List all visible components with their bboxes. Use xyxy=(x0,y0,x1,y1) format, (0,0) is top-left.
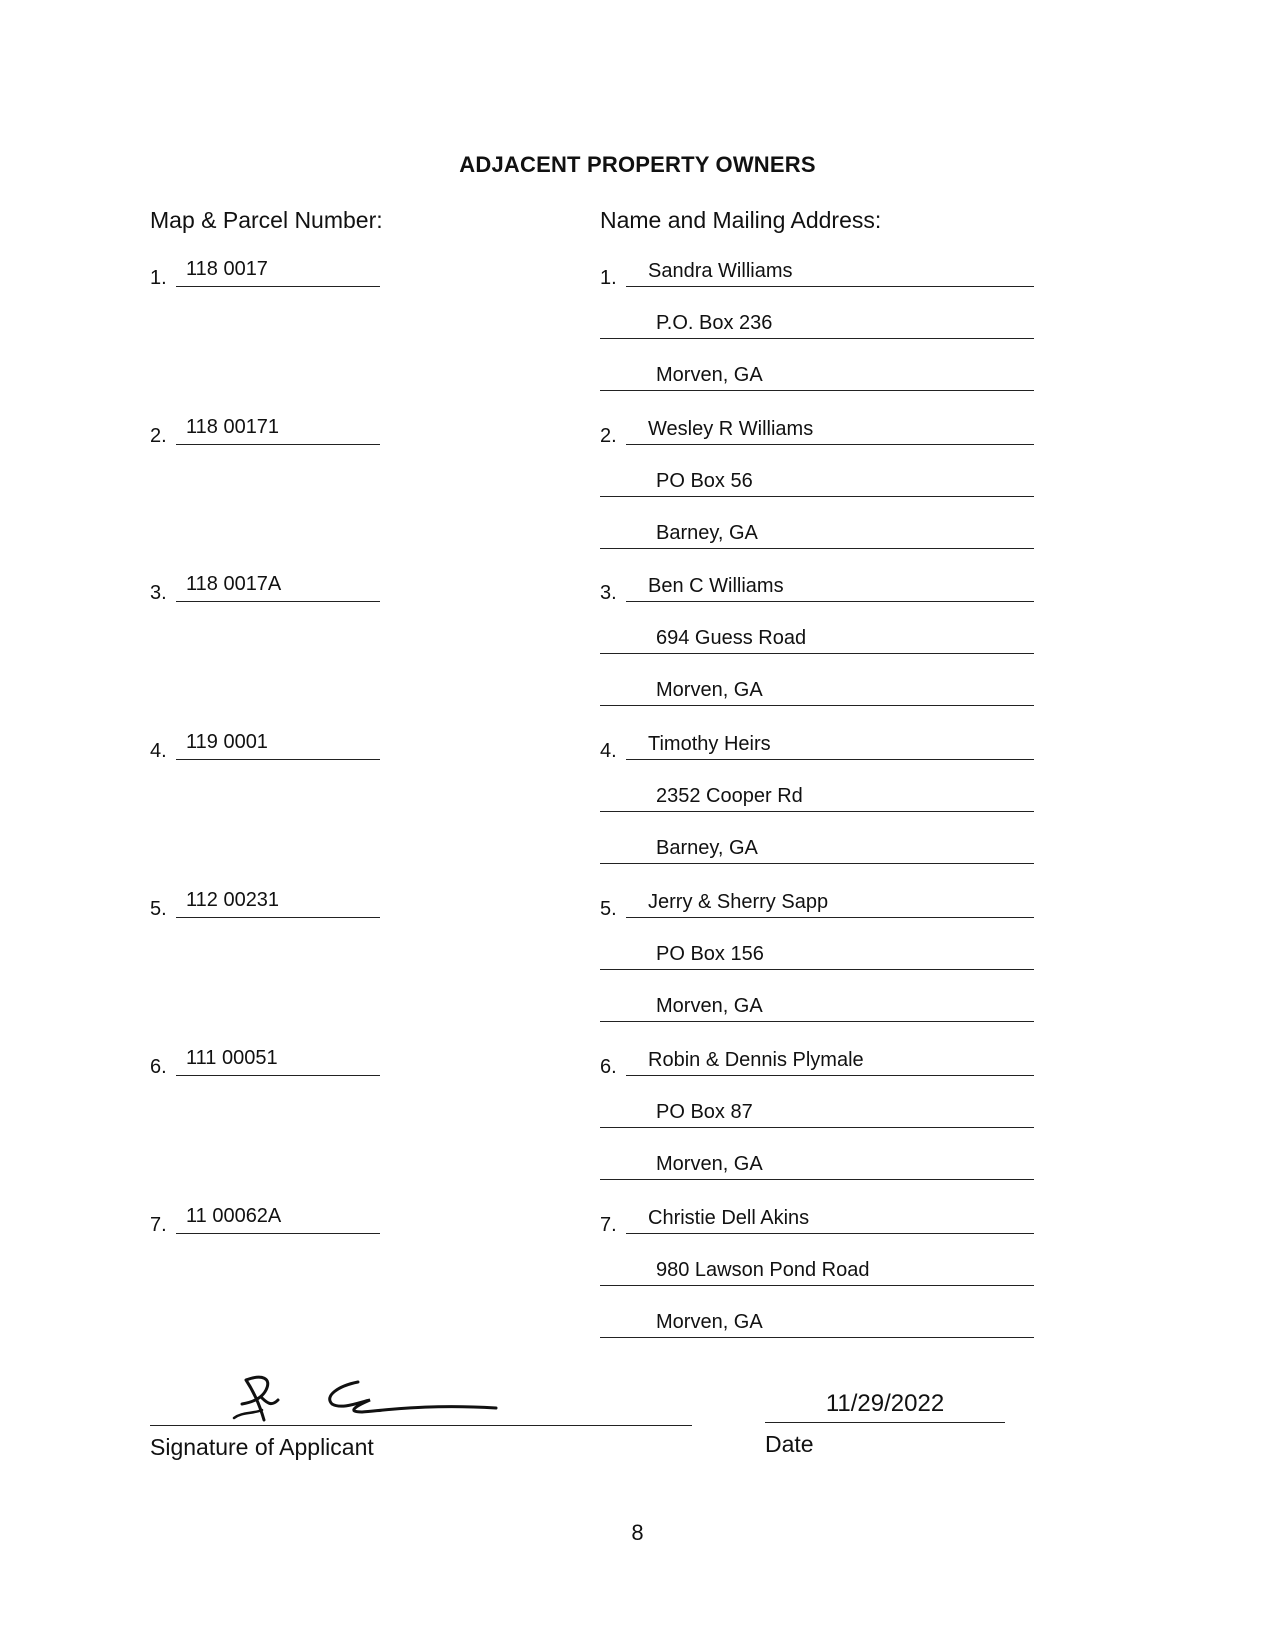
parcel-number-label: 7. xyxy=(150,1214,167,1236)
address-line-2: Barney, GA xyxy=(656,837,758,859)
address-line-1-field xyxy=(600,1097,1034,1128)
date-field: 11/29/2022 xyxy=(765,1390,1005,1423)
parcel-number-label: 2. xyxy=(150,425,167,447)
owner-name-field xyxy=(626,571,1034,602)
owner-name-field xyxy=(626,1045,1034,1076)
owner-name: Sandra Williams xyxy=(648,260,793,282)
address-line-2: Morven, GA xyxy=(656,679,763,701)
parcel-number-label: 6. xyxy=(150,1056,167,1078)
address-line-2-field xyxy=(600,518,1034,549)
address-line-2-field xyxy=(600,833,1034,864)
owner-number-label: 7. xyxy=(600,1214,617,1236)
date-caption: Date xyxy=(765,1431,814,1457)
owner-name-field xyxy=(626,729,1034,760)
owner-column-header: Name and Mailing Address: xyxy=(600,207,882,233)
owner-name: Christie Dell Akins xyxy=(648,1207,810,1229)
address-line-2: Morven, GA xyxy=(656,1153,763,1175)
owner-number-label: 3. xyxy=(600,582,617,604)
address-line-2: Morven, GA xyxy=(656,1311,763,1333)
address-line-1-field xyxy=(600,466,1034,497)
owner-name-field xyxy=(626,256,1034,287)
parcel-field xyxy=(176,571,380,602)
parcel-value: 119 0001 xyxy=(186,731,268,753)
owner-number-label: 1. xyxy=(600,267,617,289)
address-line-2-field xyxy=(600,1307,1034,1338)
owner-name-field xyxy=(626,414,1034,445)
parcel-value: 118 0017A xyxy=(186,573,282,595)
address-line-1-field xyxy=(600,308,1034,339)
parcel-column-header: Map & Parcel Number: xyxy=(150,207,383,233)
address-line-2-field xyxy=(600,991,1034,1022)
address-line-1: PO Box 87 xyxy=(656,1101,753,1123)
address-line-1: 694 Guess Road xyxy=(656,627,807,649)
address-line-1: 2352 Cooper Rd xyxy=(656,785,803,807)
owner-name: Robin & Dennis Plymale xyxy=(648,1049,864,1071)
address-line-1-field xyxy=(600,781,1034,812)
parcel-value: 111 00051 xyxy=(186,1047,278,1069)
signature-line xyxy=(150,1425,692,1426)
parcel-number-label: 4. xyxy=(150,740,167,762)
address-line-1-field xyxy=(600,1255,1034,1286)
address-line-1: 980 Lawson Pond Road xyxy=(656,1259,870,1281)
parcel-field xyxy=(176,1203,380,1234)
parcel-field xyxy=(176,887,380,918)
address-line-2: Morven, GA xyxy=(656,364,763,386)
address-line-2: Morven, GA xyxy=(656,995,763,1017)
owner-name: Jerry & Sherry Sapp xyxy=(648,891,829,913)
parcel-number-label: 1. xyxy=(150,267,167,289)
parcel-field xyxy=(176,729,380,760)
owner-name: Timothy Heirs xyxy=(648,733,771,755)
owner-number-label: 5. xyxy=(600,898,617,920)
owner-name-field xyxy=(626,887,1034,918)
address-line-2: Barney, GA xyxy=(656,522,758,544)
owner-number-label: 4. xyxy=(600,740,617,762)
page-number: 8 xyxy=(631,1520,644,1545)
address-line-1: PO Box 56 xyxy=(656,470,753,492)
parcel-number-label: 5. xyxy=(150,898,167,920)
parcel-value: 11 00062A xyxy=(186,1205,282,1227)
address-line-1: P.O. Box 236 xyxy=(656,312,773,334)
address-line-2-field xyxy=(600,360,1034,391)
parcel-value: 118 0017 xyxy=(186,258,268,280)
signature-caption: Signature of Applicant xyxy=(150,1434,374,1460)
page-title: ADJACENT PROPERTY OWNERS xyxy=(459,152,816,177)
parcel-field xyxy=(176,414,380,445)
owner-name: Wesley R Williams xyxy=(648,418,814,440)
owner-name: Ben C Williams xyxy=(648,575,784,597)
address-line-1: PO Box 156 xyxy=(656,943,764,965)
parcel-field xyxy=(176,1045,380,1076)
address-line-2-field xyxy=(600,1149,1034,1180)
parcel-field xyxy=(176,256,380,287)
address-line-2-field xyxy=(600,675,1034,706)
address-line-1-field xyxy=(600,939,1034,970)
address-line-1-field xyxy=(600,623,1034,654)
owner-name-field xyxy=(626,1203,1034,1234)
owner-number-label: 6. xyxy=(600,1056,617,1078)
parcel-number-label: 3. xyxy=(150,582,167,604)
owner-number-label: 2. xyxy=(600,425,617,447)
parcel-value: 118 00171 xyxy=(186,416,280,438)
parcel-value: 112 00231 xyxy=(186,889,280,911)
